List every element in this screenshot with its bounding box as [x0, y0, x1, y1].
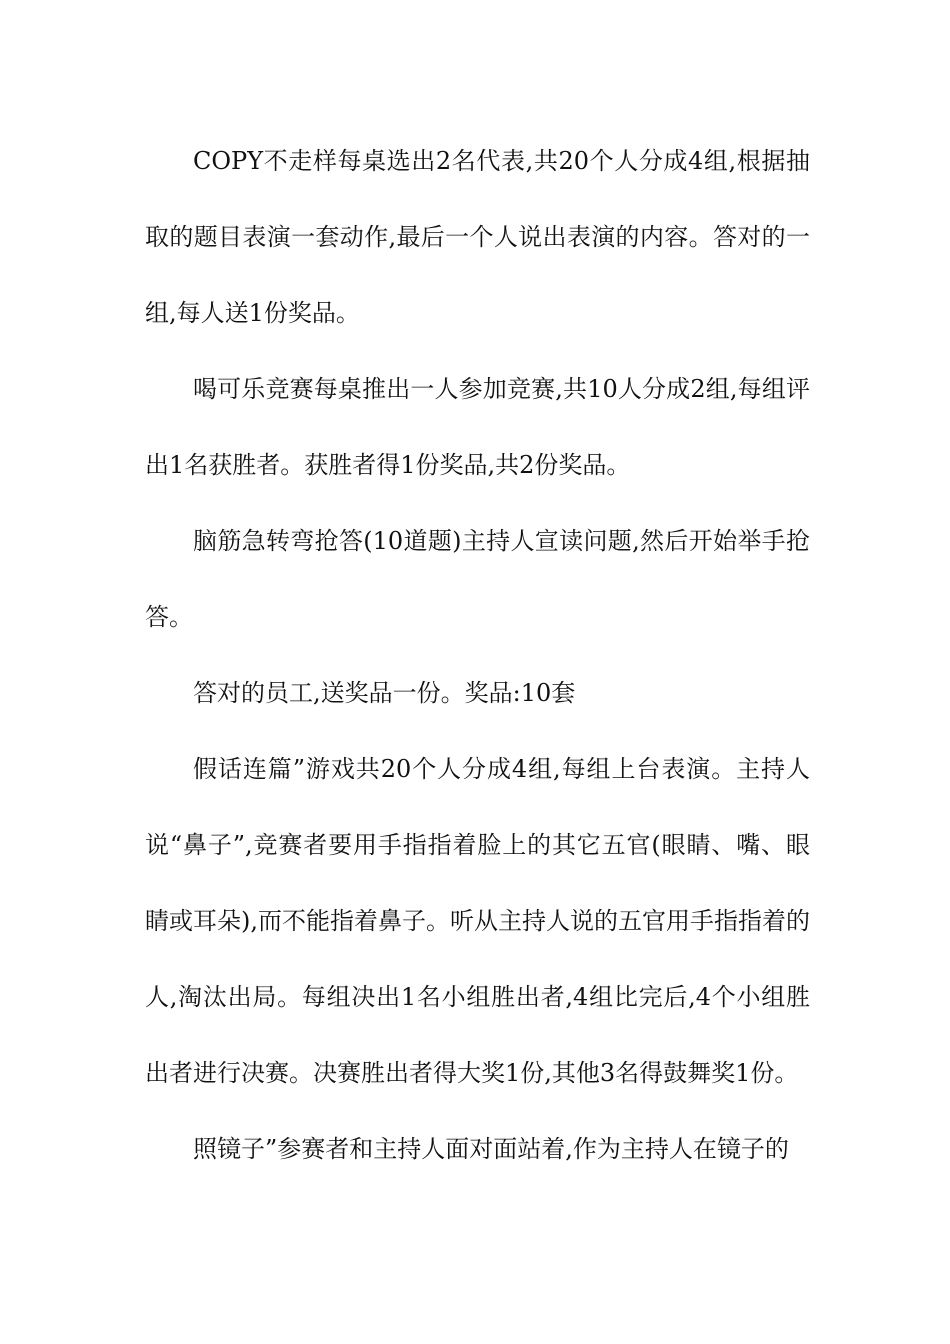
paragraph-brain-teaser: 脑筋急转弯抢答(10道题)主持人宣读问题,然后开始举手抢答。 — [145, 527, 810, 631]
paragraph-prize-note: 答对的员工,送奖品一份。奖品:10套 — [193, 679, 576, 707]
document-body — [145, 123, 810, 1187]
paragraph-cola-contest: 喝可乐竞赛每桌推出一人参加竞赛,共10人分成2组,每组评出1名获胜者。获胜者得1份奖品,共2份奖品。 — [145, 375, 810, 479]
paragraph-copy-game: COPY不走样每桌选出2名代表,共20个人分成4组,根据抽取的题目表演一套动作,最后一个人说出表演的内容。答对的一组,每人送1份奖品。 — [145, 147, 810, 327]
paragraph-mirror-game: 照镜子”参赛者和主持人面对面站着,作为主持人在镜子的 — [193, 1135, 789, 1163]
paragraph-false-words-game: 假话连篇”游戏共20个人分成4组,每组上台表演。主持人说“鼻子”,竞赛者要用手指指着脸上的其它五官(眼睛、嘴、眼睛或耳朵),而不能指着鼻子。听从主持人说的五官用手指指着的人,淘汰出局。每组决出1名小组胜出者,4组比完后,4个小组胜出者进行决赛。决赛胜出者得大奖1份,其他3名得鼓舞奖1份。 — [145, 755, 810, 1087]
